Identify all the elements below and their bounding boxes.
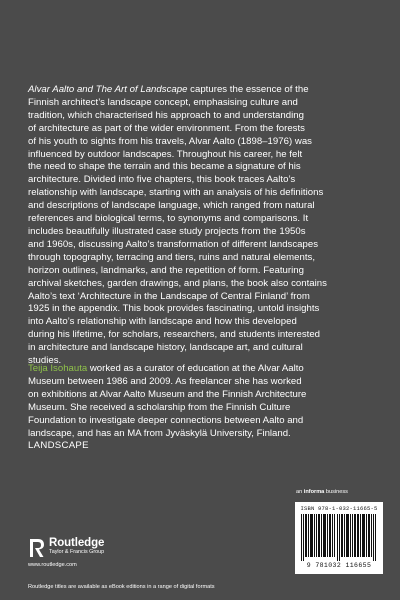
blurb-line: and descriptions of landscape language, which ranged from natural xyxy=(28,200,315,212)
isbn-label: ISBN 978-1-032-11665-5 xyxy=(300,505,378,512)
blurb-line: studies. xyxy=(28,355,62,367)
blurb-line: influenced by outdoor landscapes. Throughout his career, he felt xyxy=(28,148,303,160)
publisher-website: www.routledge.com xyxy=(28,562,77,568)
bio-line: Museum between 1986 and 2009. As freelancer she has worked xyxy=(28,375,302,387)
blurb-line: of his youth to sights from his travels, Alvar Aalto (1898–1976) was xyxy=(28,135,312,147)
informa-suffix: business xyxy=(324,489,348,495)
blurb-line: and 1960s, discussing Aalto’s transformation of different landscapes xyxy=(28,238,319,250)
author-name: Teija Isohauta xyxy=(28,363,88,374)
ebook-notice: Routledge titles are available as eBook editions in a range of digital formats xyxy=(28,584,215,590)
book-description xyxy=(28,84,380,368)
blurb-line: the need to shape the terrain and this became a signature of his xyxy=(28,161,301,173)
blurb-line: includes beautifully illustrated case study projects from the 1950s xyxy=(28,225,306,237)
blurb-line: tradition, which characterised his approach to and understanding xyxy=(28,109,304,121)
author-bio xyxy=(28,363,380,440)
book-title-italic: Alvar Aalto and The Art of Landscape xyxy=(28,84,188,95)
bio-line: on exhibitions at Alvar Aalto Museum and the Finnish Architecture xyxy=(28,388,307,400)
blurb-line: through topography, terracing and tiers, ruins and natural elements, xyxy=(28,251,316,263)
publisher-logo xyxy=(49,537,104,556)
blurb-line: references and biological terms, to synonyms and comparisons. It xyxy=(28,213,309,225)
blurb-line: of architecture as part of the wider environment. From the forests xyxy=(28,122,305,134)
bio-line: Foundation to investigate deeper connections between Aalto and xyxy=(28,414,304,426)
informa-prefix: an xyxy=(296,489,304,495)
publisher-group: Taylor & Francis Group xyxy=(49,549,105,555)
blurb-line: archival sketches, garden drawings, and plans, the book also contains xyxy=(28,277,327,289)
bio-line-0-text: worked as a curator of education at the Alvar Aalto xyxy=(87,363,304,374)
blurb-line: in architecture and landscape history, landscape art, and cultural xyxy=(28,342,303,354)
blurb-line: during his lifetime, for scholars, researchers, and students interested xyxy=(28,329,321,341)
blurb-line-0-text: captures the essence of the xyxy=(187,84,309,95)
blurb-line: 1925 in the appendix. This book provides fascinating, untold insights xyxy=(28,303,320,315)
barcode-icon xyxy=(301,514,377,561)
blurb-line: horizon outlines, landmarks, and the repetition of form. Featuring xyxy=(28,264,304,276)
informa-business-label xyxy=(296,489,348,495)
bio-line: landscape, and has an MA from Jyväskylä University, Finland. xyxy=(28,427,291,439)
blurb-line-0 xyxy=(28,84,380,97)
isbn-barcode-panel xyxy=(295,502,383,574)
bio-line: Museum. She received a scholarship from the Finnish Culture xyxy=(28,401,291,413)
publisher-name: Routledge xyxy=(49,537,105,549)
blurb-line: Finnish architect’s landscape concept, emphasising culture and xyxy=(28,96,298,108)
blurb-line: into Aalto’s relationship with landscape and how this developed xyxy=(28,316,297,328)
subject-category: LANDSCAPE xyxy=(28,440,89,451)
blurb-line: relationship with landscape, starting with an analysis of his definitions xyxy=(28,187,324,199)
blurb-line: Aalto’s text ‘Architecture in the Landscape of Central Finland’ from xyxy=(28,290,310,302)
barcode-number: 9 781032 116655 xyxy=(306,562,372,569)
routledge-logo-icon xyxy=(28,538,45,558)
blurb-line: architecture. Divided into five chapters, this book traces Aalto’s xyxy=(28,174,296,186)
informa-word: informa xyxy=(303,489,325,495)
bio-line-0 xyxy=(28,363,380,376)
